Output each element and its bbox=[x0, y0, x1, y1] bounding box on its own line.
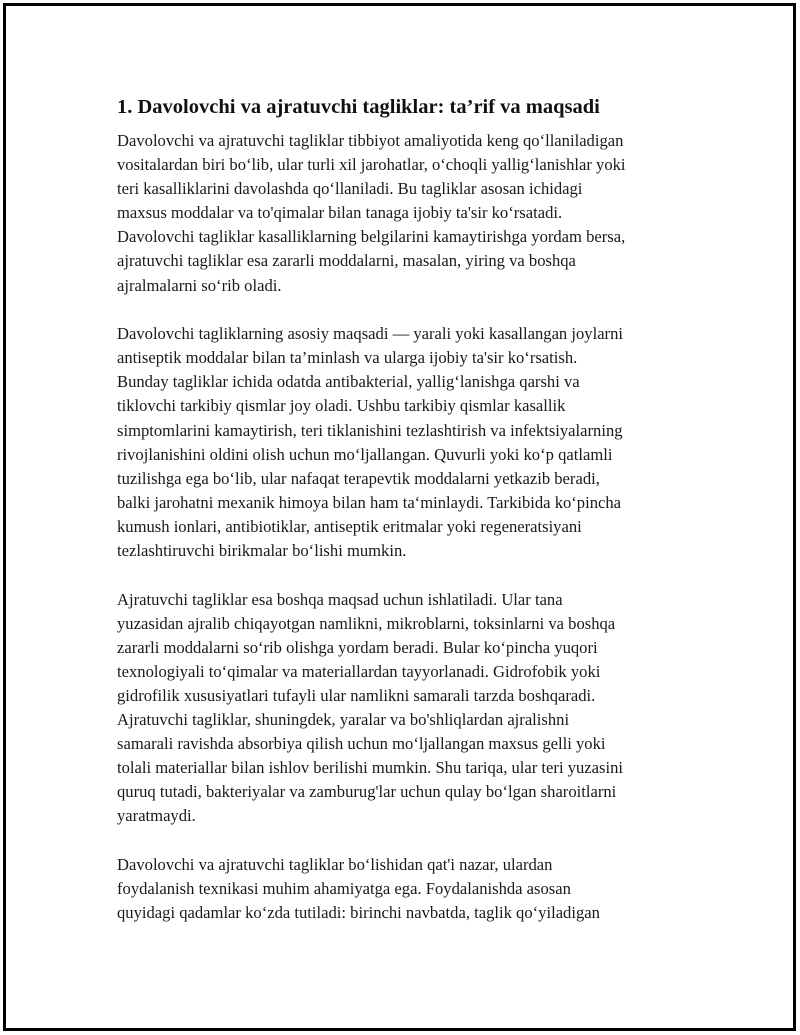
text-line: zararli moddalarni so‘rib olishga yordam beradi. Bular ko‘pincha yuqori bbox=[117, 637, 598, 657]
paragraph-3 bbox=[117, 588, 687, 829]
text-line: Ajratuvchi tagliklar esa boshqa maqsad uchun ishlatiladi. Ular tana bbox=[117, 589, 563, 609]
text-line: quruq tutadi, bakteriyalar va zamburug'lar uchun qulay bo‘lgan sharoitlarni bbox=[117, 782, 617, 802]
text-line: Ajratuvchi tagliklar, shuningdek, yaralar va bo'shliqlardan ajralishni bbox=[117, 710, 570, 730]
text-line: foydalanish texnikasi muhim ahamiyatga ega. Foydalanishda asosan bbox=[117, 879, 571, 899]
text-line: tiklovchi tarkibiy qismlar joy oladi. Ushbu tarkibiy qismlar kasallik bbox=[117, 396, 566, 416]
text-line: ajratuvchi tagliklar esa zararli moddalarni, masalan, yiring va boshqa bbox=[117, 251, 576, 271]
text-line: Davolovchi va ajratuvchi tagliklar bo‘lishidan qat'i nazar, ulardan bbox=[117, 855, 553, 875]
paragraph-1 bbox=[117, 129, 687, 298]
text-line: vositalardan biri bo‘lib, ular turli xil jarohatlar, o‘choqli yallig‘lanishlar yoki bbox=[117, 155, 626, 175]
document-body bbox=[117, 93, 687, 950]
section-heading: 1. Davolovchi va ajratuvchi tagliklar: ta’rif va maqsadi bbox=[117, 96, 600, 118]
text-line: gidrofilik xususiyatlari tufayli ular namlikni samarali tarzda boshqaradi. bbox=[117, 685, 596, 705]
text-line: ajralmalarni so‘rib oladi. bbox=[117, 275, 282, 295]
text-line: antiseptik moddalar bilan ta’minlash va ularga ijobiy ta'sir ko‘rsatish. bbox=[117, 348, 578, 368]
text-line: kumush ionlari, antibiotiklar, antiseptik eritmalar yoki regeneratsiyani bbox=[117, 516, 582, 536]
text-line: quyidagi qadamlar ko‘zda tutiladi: birinchi navbatda, taglik qo‘yiladigan bbox=[117, 903, 600, 923]
text-line: texnologiyali to‘qimalar va materiallardan tayyorlanadi. Gidrofobik yoki bbox=[117, 661, 601, 681]
text-line: teri kasalliklarini davolashda qo‘llaniladi. Bu tagliklar asosan ichidagi bbox=[117, 179, 583, 199]
text-line: Davolovchi tagliklarning asosiy maqsadi — yarali yoki kasallangan joylarni bbox=[117, 324, 623, 344]
text-line: yaratmaydi. bbox=[117, 806, 196, 826]
text-line: tolali materiallar bilan ishlov berilishi mumkin. Shu tariqa, ular teri yuzasini bbox=[117, 758, 623, 778]
text-line: maxsus moddalar va to'qimalar bilan tanaga ijobiy ta'sir ko‘rsatadi. bbox=[117, 203, 563, 223]
paragraph-4 bbox=[117, 853, 687, 925]
text-line: Davolovchi va ajratuvchi tagliklar tibbiyot amaliyotida keng qo‘llaniladigan bbox=[117, 131, 624, 150]
text-line: tezlashtiruvchi birikmalar bo‘lishi mumkin. bbox=[117, 541, 407, 560]
text-line: simptomlarini kamaytirish, teri tiklanishini tezlashtirish va infektsiyalarning bbox=[117, 420, 623, 440]
text-line: Davolovchi tagliklar kasalliklarning belgilarini kamaytirishga yordam bersa, bbox=[117, 227, 626, 247]
text-line: samarali ravishda absorbiya qilish uchun mo‘ljallangan maxsus gelli yoki bbox=[117, 734, 606, 754]
paragraph-2 bbox=[117, 322, 687, 563]
text-line: Bunday tagliklar ichida odatda antibakterial, yallig‘lanishga qarshi va bbox=[117, 372, 580, 392]
text-line: rivojlanishini oldini olish uchun mo‘ljallangan. Quvurli yoki ko‘p qatlamli bbox=[117, 444, 613, 464]
text-line: tuzilishga ega bo‘lib, ular nafaqat terapevtik moddalarni yetkazib beradi, bbox=[117, 468, 600, 488]
text-line: yuzasidan ajralib chiqayotgan namlikni, mikroblarni, toksinlarni va boshqa bbox=[117, 613, 616, 633]
text-line: balki jarohatni mexanik himoya bilan ham ta‘minlaydi. Tarkibida ko‘pincha bbox=[117, 492, 622, 512]
